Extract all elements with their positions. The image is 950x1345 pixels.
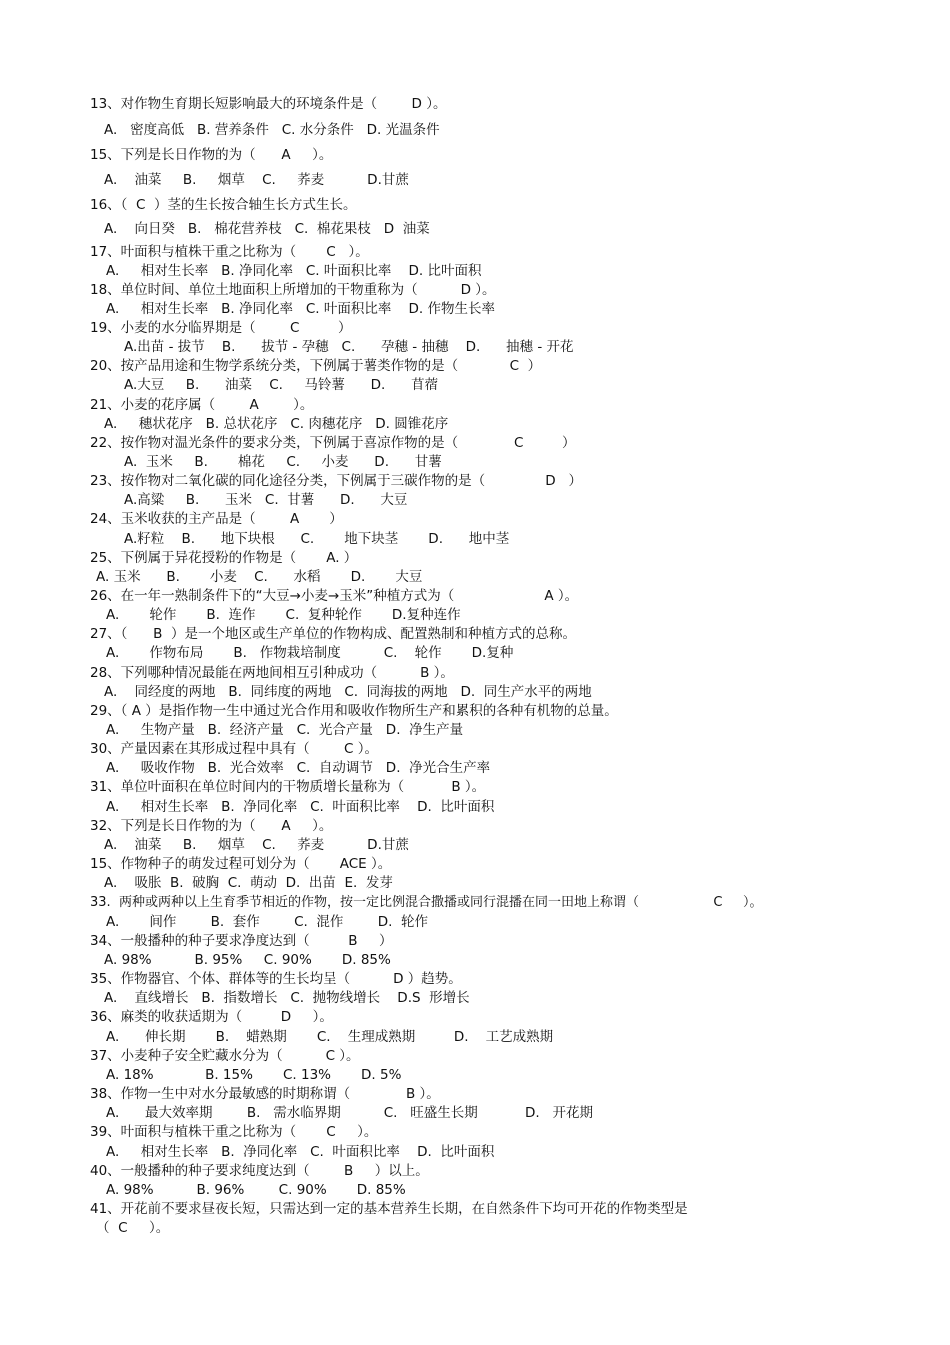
question-24: 24、玉米收获的主产品是（ A ） [90, 511, 343, 527]
question-35: 35、作物器官、个体、群体等的生长均呈（ D ）趋势。 [90, 971, 462, 987]
options-20: A.大豆 B. 油菜 C. 马铃薯 D. 苜蓿 [124, 377, 439, 393]
options-22: A. 玉米 B. 棉花 C. 小麦 D. 甘薯 [124, 454, 442, 470]
options-17: A. 相对生长率 B. 净同化率 C. 叶面积比率 D. 比叶面积 [106, 263, 482, 279]
question-39: 39、叶面积与植株干重之比称为（ C ）。 [90, 1124, 378, 1140]
question-21: 21、小麦的花序属（ A ）。 [90, 397, 314, 413]
options-24: A.籽粒 B. 地下块根 C. 地下块茎 D. 地中茎 [124, 531, 510, 547]
options-35: A. 直线增长 B. 指数增长 C. 抛物线增长 D.S 形增长 [104, 990, 470, 1006]
question-32: 32、下列是长日作物的为（ A ）。 [90, 818, 333, 834]
question-30: 30、产量因素在其形成过程中具有（ C ）。 [90, 741, 378, 757]
question-37: 37、小麦种子安全贮藏水分为（ C ）。 [90, 1048, 360, 1064]
options-27: A. 作物布局 B. 作物栽培制度 C. 轮作 D.复种 [106, 645, 514, 661]
options-16: A. 向日癸 B. 棉花营养枝 C. 棉花果枝 D 油菜 [104, 221, 430, 237]
options-37: A. 18% B. 15% C. 13% D. 5% [106, 1067, 402, 1083]
question-19: 19、小麦的水分临界期是（ C ） [90, 320, 352, 336]
options-23: A.高粱 B. 玉米 C. 甘薯 D. 大豆 [124, 492, 408, 508]
options-33: A. 间作 B. 套作 C. 混作 D. 轮作 [106, 914, 429, 930]
options-34: A. 98% B. 95% C. 90% D. 85% [104, 952, 391, 968]
question-18: 18、单位时间、单位土地面积上所增加的干物重称为（ D ）。 [90, 282, 496, 298]
options-31: A. 相对生长率 B. 净同化率 C. 叶面积比率 D. 比叶面积 [106, 799, 495, 815]
question-31: 31、单位叶面积在单位时间内的干物质增长量称为（ B ）。 [90, 779, 486, 795]
question-27: 27、（ B ）是一个地区或生产单位的作物构成、配置熟制和种植方式的总称。 [90, 626, 577, 642]
question-26: 26、在一年一熟制条件下的“大豆→小麦→玉米”种植方式为（ A ）。 [90, 588, 579, 604]
question-29: 29、（ A ）是指作物一生中通过光合作用和吸收作物所生产和累积的各种有机物的总量。 [90, 703, 618, 719]
question-20: 20、按产品用途和生物学系统分类，下例属于薯类作物的是（ C ） [90, 358, 542, 374]
options-39: A. 相对生长率 B. 净同化率 C. 叶面积比率 D. 比叶面积 [106, 1144, 495, 1160]
question-41: 41、开花前不要求昼夜长短，只需达到一定的基本营养生长期，在自然条件下均可开花的作物类型是 [90, 1201, 688, 1217]
options-19: A.出苗 - 拔节 B. 拔节 - 孕穗 C. 孕穗 - 抽穗 D. 抽穗 - 开花 [124, 339, 574, 355]
options-15: A. 油菜 B. 烟草 C. 荞麦 D.甘蔗 [104, 172, 409, 188]
question-13: 13、对作物生育期长短影响最大的环境条件是（ D ）。 [90, 96, 447, 112]
options-29: A. 生物产量 B. 经济产量 C. 光合产量 D. 净生产量 [106, 722, 464, 738]
question-25: 25、下例属于异花授粉的作物是（ A. ） [90, 550, 358, 566]
options-18: A. 相对生长率 B. 净同化率 C. 叶面积比率 D. 作物生长率 [106, 301, 495, 317]
question-15: 15、下列是长日作物的为（ A ）。 [90, 147, 333, 163]
question-16: 16、（ C ）茎的生长按合轴生长方式生长。 [90, 197, 357, 213]
options-32: A. 油菜 B. 烟草 C. 荞麦 D.甘蔗 [104, 837, 409, 853]
options-15b: A. 吸胀 B. 破胸 C. 萌动 D. 出苗 E. 发芽 [104, 875, 393, 891]
question-15b: 15、作物种子的萌发过程可划分为（ ACE ）。 [90, 856, 392, 872]
options-28: A. 同经度的两地 B. 同纬度的两地 C. 同海拔的两地 D. 同生产水平的两地 [104, 684, 592, 700]
question-22: 22、按作物对温光条件的要求分类，下例属于喜凉作物的是（ C ） [90, 435, 576, 451]
question-40: 40、一般播种的种子要求纯度达到（ B ）以上。 [90, 1163, 429, 1179]
question-28: 28、下列哪种情况最能在两地间相互引种成功（ B ）。 [90, 665, 454, 681]
options-21: A. 穗状花序 B. 总状花序 C. 肉穗花序 D. 圆锥花序 [104, 416, 449, 432]
options-13: A. 密度高低 B. 营养条件 C. 水分条件 D. 光温条件 [104, 122, 440, 138]
options-38: A. 最大效率期 B. 需水临界期 C. 旺盛生长期 D. 开花期 [106, 1105, 594, 1121]
question-23: 23、按作物对二氧化碳的同化途径分类，下例属于三碳作物的是（ D ） [90, 473, 583, 489]
question-17: 17、叶面积与植株干重之比称为（ C ）。 [90, 244, 369, 260]
question-38: 38、作物一生中对水分最敏感的时期称谓（ B ）。 [90, 1086, 440, 1102]
options-36: A. 伸长期 B. 蜡熟期 C. 生理成熟期 D. 工艺成熟期 [106, 1029, 554, 1045]
options-25: A. 玉米 B. 小麦 C. 水稻 D. 大豆 [96, 569, 423, 585]
options-40: A. 98% B. 96% C. 90% D. 85% [106, 1182, 406, 1198]
question-33: 33. 两种或两种以上生育季节相近的作物，按一定比例混合撒播或同行混播在同一田地上称谓（ C ）。 [90, 895, 763, 910]
question-41-answer: （ C ）。 [96, 1220, 170, 1236]
options-30: A. 吸收作物 B. 光合效率 C. 自动调节 D. 净光合生产率 [106, 760, 491, 776]
question-34: 34、一般播种的种子要求净度达到（ B ） [90, 933, 393, 949]
options-26: A. 轮作 B. 连作 C. 复种轮作 D.复种连作 [106, 607, 461, 623]
question-36: 36、麻类的收获适期为（ D ）。 [90, 1009, 333, 1025]
